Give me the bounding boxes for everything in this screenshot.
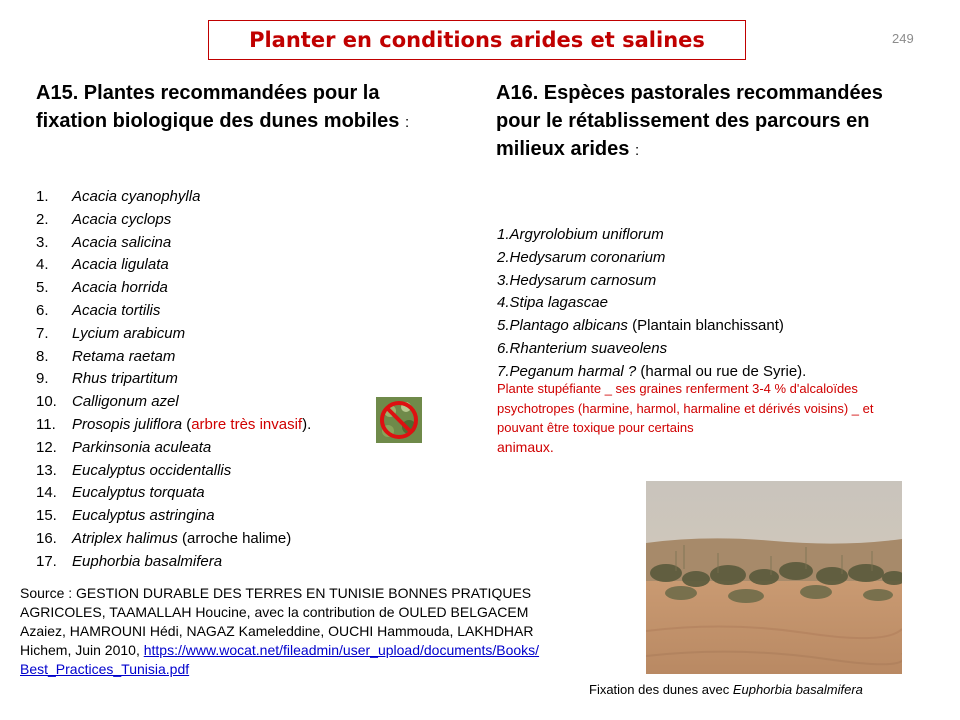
species-name: Eucalyptus occidentallis	[72, 461, 232, 479]
item-number: 6.	[497, 339, 510, 357]
list-item	[36, 232, 311, 255]
list-item	[36, 277, 311, 300]
a15-heading-colon: :	[404, 114, 410, 131]
species-name: Calligonum azel	[72, 393, 179, 411]
item-number: 13.	[36, 461, 57, 479]
list-item	[36, 254, 311, 277]
common-name: (Plantain blanchissant)	[627, 317, 784, 335]
photo-caption-species: Euphorbia basalmifera	[732, 682, 863, 697]
a16-heading-colon: :	[634, 142, 640, 159]
common-name: arroche halime	[187, 529, 287, 547]
species-name: Lycium arabicum	[72, 324, 186, 342]
a16-heading-text: A16. Espèces pastorales recommandées pour le rétablissement des parcours en milieux arides	[496, 82, 883, 160]
list-item	[36, 505, 311, 528]
item-number: 3.	[36, 233, 49, 251]
page-number: 249	[892, 31, 914, 46]
item-number: 9.	[36, 370, 49, 388]
list-item	[36, 482, 311, 505]
species-name: Acacia cyanophylla	[72, 188, 201, 205]
a15-heading	[36, 79, 436, 137]
item-number: 7.	[36, 324, 49, 342]
species-name: Rhanterium suaveolens	[509, 339, 668, 357]
list-item	[497, 292, 917, 315]
species-name: Acacia salicina	[72, 233, 172, 251]
list-item	[36, 437, 311, 460]
item-number: 12.	[36, 438, 57, 456]
list-item: 11. Prosopis juliflora (arbre très invasif).	[36, 414, 311, 437]
item-number: 5.	[497, 317, 510, 335]
item-number: 11.	[36, 415, 56, 433]
species-name: Rhus tripartitum	[72, 370, 178, 388]
item-number: 14.	[36, 484, 57, 502]
species-name: Eucalyptus torquata	[72, 484, 205, 502]
species-name: Hedysarum coronarium	[509, 248, 666, 266]
a15-heading-text: A15. Plantes recommandées pour la fixation biologique des dunes mobiles	[36, 82, 400, 132]
list-item	[36, 368, 311, 391]
toxicity-warning-last: animaux.	[497, 438, 554, 455]
species-name: Retama raetam	[72, 347, 176, 365]
list-item: 16. Atriplex halimus (arroche halime)	[36, 528, 311, 551]
species-name: Peganum harmal ?	[509, 362, 637, 380]
a16-heading	[496, 79, 916, 165]
item-number: 1.	[497, 226, 510, 243]
item-number: 3.	[497, 271, 510, 289]
item-number: 7.	[497, 362, 510, 380]
list-item	[36, 209, 311, 232]
photo-caption	[589, 682, 863, 697]
species-name: Atriplex halimus	[72, 529, 178, 547]
species-name: Acacia ligulata	[72, 256, 169, 274]
list-item	[497, 270, 917, 293]
species-name: Eucalyptus astringina	[72, 507, 215, 525]
list-item	[36, 460, 311, 483]
species-name: Acacia cyclops	[72, 210, 172, 228]
slide-title: Planter en conditions arides et salines	[249, 28, 705, 52]
source-link[interactable]: https://www.wocat.net/fileadmin/user_upload/documents/Books/Best_Practices_Tunisia.pdf	[20, 642, 540, 677]
photo-caption-prefix: Fixation des dunes avec	[589, 682, 733, 697]
list-item	[497, 224, 917, 247]
dune-photo	[646, 481, 902, 674]
species-name: Prosopis juliflora	[72, 415, 183, 433]
item-number: 17.	[36, 552, 57, 570]
invasive-note: arbre très invasif	[191, 415, 303, 433]
toxicity-warning	[497, 379, 915, 457]
item-number: 15.	[36, 507, 57, 525]
list-item	[36, 300, 311, 323]
species-name: Parkinsonia aculeata	[72, 438, 212, 456]
item-number: 16.	[36, 529, 57, 547]
item-number: 6.	[36, 301, 49, 319]
item-number: 4.	[36, 256, 49, 274]
species-name: Stipa lagascae	[509, 294, 608, 312]
list-item	[36, 551, 311, 574]
list-item	[36, 391, 311, 414]
item-number: 5.	[36, 279, 49, 297]
source-citation	[20, 584, 540, 679]
source-text: Source : GESTION DURABLE DES TERRES EN TUNISIE BONNES PRATIQUES AGRICOLES, TAAMALLAH Houcine, avec la contribution de OULED BELGACEM Azaiez, HAMROUNI Hédi, NAGAZ Kameleddine, OUCHI Hammouda, LAKHDHAR Hichem, Juin 2010,	[20, 585, 534, 658]
toxicity-warning-text: Plante stupéfiante _ ses graines renferment 3-4 % d'alcaloïdes psychotropes (harmine, harmol, harmaline et dérivés voisins) _ et pouvant être toxique pour certains	[497, 381, 874, 435]
no-entry-icon	[376, 397, 422, 443]
list-item	[36, 323, 311, 346]
species-name: Hedysarum carnosum	[509, 271, 657, 289]
list-item	[497, 338, 917, 361]
species-name: Euphorbia basalmifera	[72, 552, 223, 570]
common-name: (harmal ou rue de Syrie).	[636, 362, 807, 380]
species-name: Argyrolobium uniflorum	[509, 226, 664, 243]
a15-plant-list	[36, 186, 311, 574]
list-item	[36, 346, 311, 369]
item-number: 1.	[36, 188, 49, 205]
slide-title-box	[208, 20, 746, 60]
list-item	[497, 315, 917, 338]
item-number: 8.	[36, 347, 49, 365]
item-number: 2.	[497, 248, 510, 266]
species-name: Acacia horrida	[72, 279, 168, 297]
species-name: Acacia tortilis	[72, 301, 161, 319]
item-number: 10.	[36, 393, 57, 411]
a16-species-list	[497, 224, 917, 384]
item-number: 4.	[497, 294, 510, 312]
species-name: Plantago albicans	[509, 317, 628, 335]
list-item	[36, 186, 311, 209]
item-number: 2.	[36, 210, 49, 228]
list-item	[497, 247, 917, 270]
